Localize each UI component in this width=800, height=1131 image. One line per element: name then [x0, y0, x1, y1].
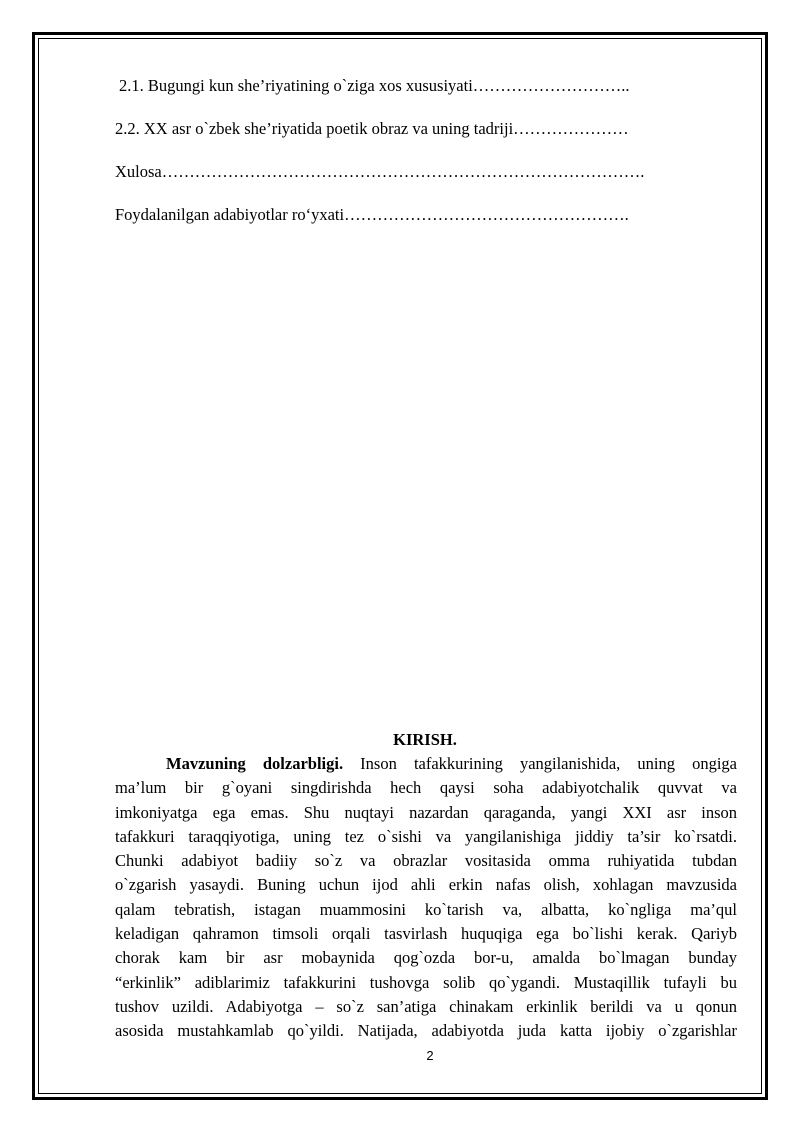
body-line: o`zgarish yasaydi. Buning uchun ijod ahli erkin nafas olish, xohlagan mavzusida — [115, 875, 737, 895]
body-line: chorak kam bir asr mobaynida qog`ozda bor-u, amalda bo`lmagan bunday — [115, 948, 737, 968]
body-line: tushov uzildi. Adabiyotga – so`z san’atiga chinakam erkinlik berildi va u qonun — [115, 996, 737, 1016]
section-heading: KIRISH. — [393, 730, 457, 749]
body-line: imkoniyatga ega emas. Shu nuqtayi nazardan qaraganda, yangi XXI asr inson — [115, 802, 737, 822]
toc-item-bibliography: Foydalanilgan adabiyotlar ro‘yxati……………………………………………. — [115, 205, 629, 224]
toc-item-xulosa: Xulosa……………………………………………………………………………. — [115, 162, 645, 181]
lead-rest: Inson tafakkurining yangilanishida, uning ongiga — [343, 754, 737, 773]
body-line: keladigan qahramon timsoli orqali tasvirlash huquqiga ega bo`lishi kerak. Qariyb — [115, 924, 737, 944]
body-line: ma’lum bir g`oyani singdirishda hech qaysi soha adabiyotchalik quvvat va — [115, 778, 737, 798]
toc-item-2-1: 2.1. Bugungi kun she’riyatining o`ziga xos xususiyati……………………….. — [119, 76, 630, 95]
toc-item-2-2: 2.2. XX asr o`zbek she’riyatida poetik obraz va uning tadriji………………… — [115, 119, 629, 138]
lead-bold-phrase: Mavzuning dolzarbligi. — [166, 754, 344, 773]
body-line: Chunki adabiyot badiiy so`z va obrazlar vositasida omma ruhiyatida tubdan — [115, 851, 737, 871]
section-body — [115, 752, 737, 1044]
page-number: 2 — [426, 1048, 434, 1063]
body-line: asosida mustahkamlab qo`yildi. Natijada, adabiyotda juda katta ijobiy o`zgarishlar — [115, 1021, 737, 1041]
body-line: tafakkuri taraqqiyotiga, uning tez o`sishi va yangilanishiga jiddiy ta’sir ko`rsatdi. — [115, 826, 737, 846]
body-line: qalam tebratish, istagan muammosini ko`tarish va, albatta, ko`ngliga ma’qul — [115, 899, 737, 919]
table-of-contents — [115, 76, 735, 225]
body-line: “erkinlik” adiblarimiz tafakkurini tushovga solib qo`ygandi. Mustaqillik tufayli bu — [115, 972, 737, 992]
body-line — [115, 752, 737, 776]
